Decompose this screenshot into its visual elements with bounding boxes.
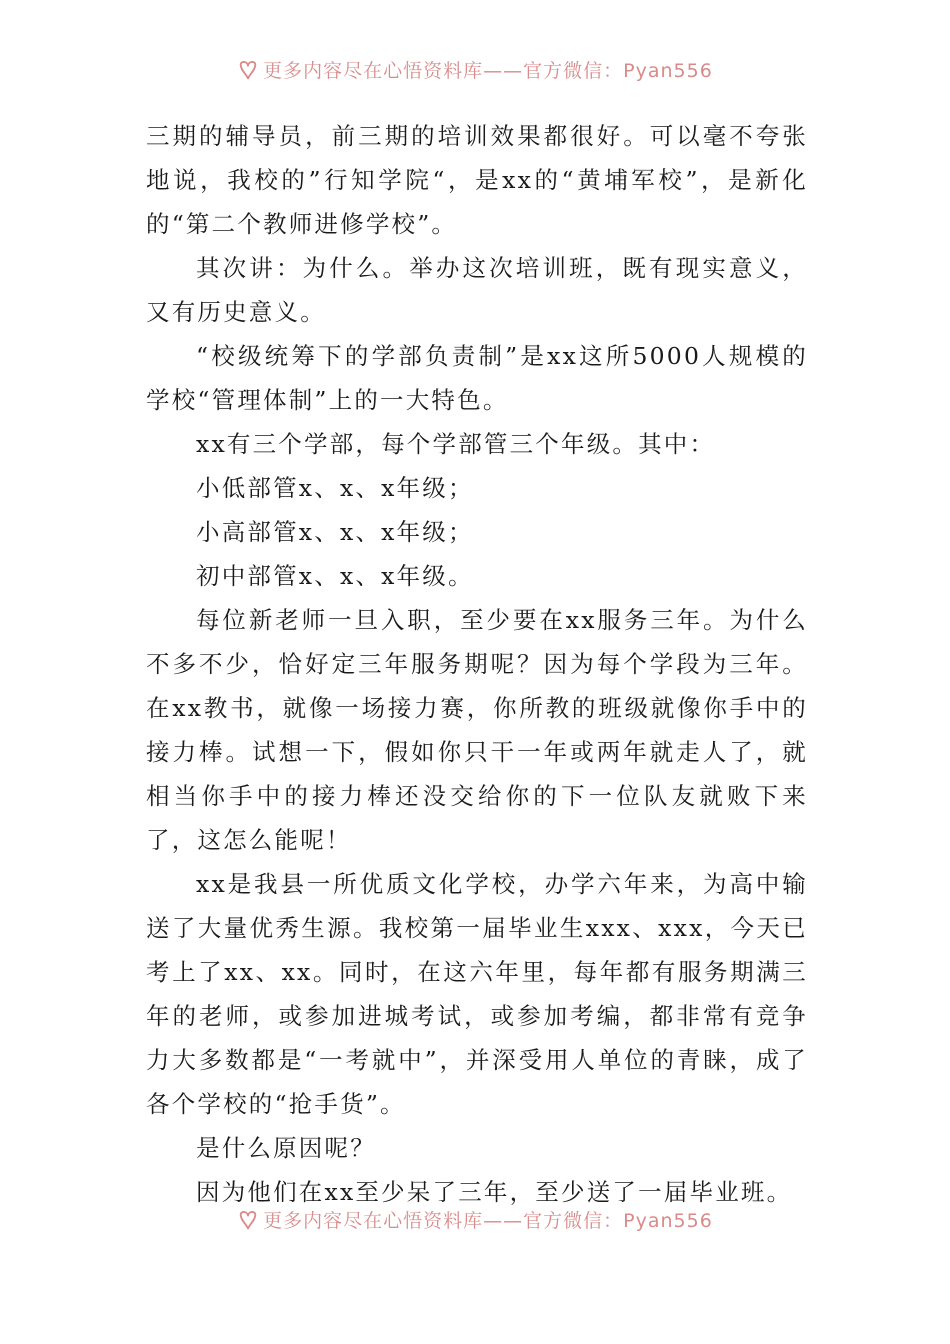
paragraph: xx有三个学部，每个学部管三个年级。其中： xyxy=(196,430,716,458)
list-item: 初中部管x、x、x年级。 xyxy=(196,562,474,590)
paragraph: 是什么原因呢？ xyxy=(196,1134,376,1162)
watermark-logo-icon xyxy=(237,1209,259,1231)
watermark-logo-icon xyxy=(237,59,259,81)
paragraph: 每位新老师一旦入职，至少要在xx服务三年。为什么不多不少，恰好定三年服务期呢？因为每个学段为三年。在xx教书，就像一场接力赛，你所教的班级就像你手中的接力棒。试想一下，假如你只干一年或两年就走人了，就相当你手中的接力棒还没交给你的下一位队友就败下来了，这怎么能呢！ xyxy=(146,606,808,854)
list-item: 小高部管x、x、x年级； xyxy=(196,518,474,546)
list-item: 小低部管x、x、x年级； xyxy=(196,474,474,502)
paragraph: xx是我县一所优质文化学校，办学六年来，为高中输送了大量优秀生源。我校第一届毕业生xxx、xxx，今天已考上了xx、xx。同时，在这六年里，每年都有服务期满三年的老师，或参加进城考试，或参加考编，都非常有竞争力大多数都是“一考就中”，并深受用人单位的青睐，成了各个学校的“抢手货”。 xyxy=(146,870,808,1118)
paragraph: 其次讲：为什么。举办这次培训班，既有现实意义，又有历史意义。 xyxy=(146,254,808,326)
watermark-text: 更多内容尽在心悟资料库——官方微信：Pyan556 xyxy=(263,1210,713,1232)
paragraph: “校级统筹下的学部负责制”是xx这所5000人规模的学校“管理体制”上的一大特色。 xyxy=(146,342,808,414)
watermark-text: 更多内容尽在心悟资料库——官方微信：Pyan556 xyxy=(263,60,713,82)
paragraph: 因为他们在xx至少呆了三年，至少送了一届毕业班。 xyxy=(196,1178,793,1206)
watermark-footer xyxy=(0,1206,950,1233)
watermark-header xyxy=(0,56,950,83)
document-body xyxy=(146,114,808,1214)
paragraph: 三期的辅导员，前三期的培训效果都很好。可以毫不夸张地说，我校的”行知学院“，是xx的“黄埔军校”，是新化的“第二个教师进修学校”。 xyxy=(146,122,808,238)
